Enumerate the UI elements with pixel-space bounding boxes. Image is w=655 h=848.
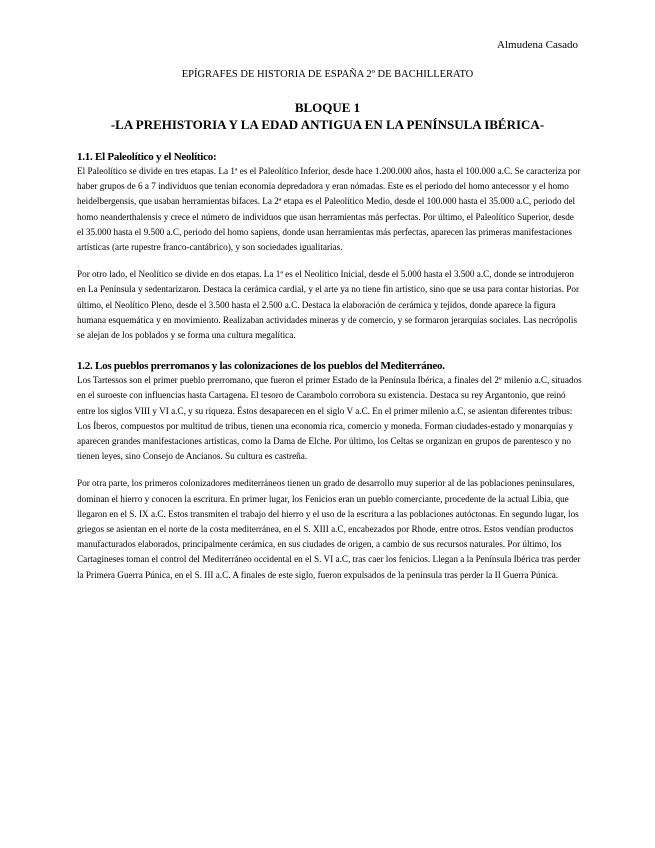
course-title: EPÍGRAFES DE HISTORIA DE ESPAÑA 2º DE BACHILLERATO: [181, 69, 474, 80]
block-heading: [0, 99, 655, 133]
paragraph: Por otra parte, los primeros colonizadores mediterráneos tienen un grado de desarrollo muy superior al de las poblaciones peninsulares, dominan el hierro y conocen la escritura. En primer lugar, los Fenicios eran un pueblo comerciante, procedente de la actual Libia, que llegaron en el S. IX a.C. Estos transmiten el trabajo del hierro y el uso de la escritura a las poblaciones autóctonas. En segundo lugar, los griegos se asientan en el norte de la costa mediterránea, en el S. XIII a.C, encabezados por Rhode, entre otros. Estos vendían productos manufacturados elaborados, principalmente cerámica, en sus ciudades de origen, a cambio de sus recursos naturales. Por último, los Cartagineses toman el control del Mediterráneo occidental en el S. VI a.C, tras caer los fenicios. Llegan a la Península Ibérica tras perder la Primera Guerra Púnica, en el S. III a.C. A finales de este siglo, fueron expulsados de la península tras perder la II Guerra Púnica.: [77, 478, 581, 580]
section-paleolitico-neolitico: [77, 150, 582, 343]
section-heading: 1.2. Los pueblos prerromanos y las colonizaciones de los pueblos del Mediterráneo.: [77, 360, 445, 373]
author-name: Almudena Casado: [497, 39, 578, 51]
block-title: BLOQUE 1: [294, 100, 361, 115]
paragraph: El Paleolítico se divide en tres etapas. La 1ª es el Paleolítico Inferior, desde hace 1.200.000 años, hasta el 100.000 a.C. Se caracteriza por haber grupos de 6 a 7 individuos que tenían economía depredadora y eran nómadas. Este es el periodo del homo antecessor y el homo heidelbergensis, que usaban herramientas bifaces. La 2ª etapa es el Paleolítico Medio, desde el 100.000 hasta el 35.000 a.C, periodo del homo neanderthalensis y crece el número de individuos que usan herramientas más perfectas. Por último, el Paleolítico Superior, desde el 35.000 hasta el 9.500 a.C, periodo del homo sapiens, donde usan herramientas más perfectas, aparecen las primeras manifestaciones artísticas (arte rupestre franco-cantábrico), y son sociedades igualitarias.: [77, 166, 581, 253]
section-heading: 1.1. El Paleolítico y el Neolítico:: [77, 151, 217, 163]
paragraph: Por otro lado, el Neolítico se divide en dos etapas. La 1ª es el Neolítico Inicial, desde el 5.000 hasta el 3.500 a.C, donde se introdujeron en La Península y sedentarizaron. Destaca la cerámica cardial, y el arte ya no tiene fin artístico, sino que se usa para contar historias. Por último, el Neolítico Pleno, desde el 3.500 hasta el 2.500 a.C. Destaca la elaboración de cerámica y tejidos, donde aparece la figura humana esquemática y en movimiento. Realizaban actividades mineras y de comercio, y se formaron jerarquías sociales. Las necrópolis se alejan de los poblados y se forma una cultura megalítica.: [77, 269, 580, 341]
paragraph: Los Tartessos son el primer pueblo prerromano, que fueron el primer Estado de la Península Ibérica, a finales del 2º milenio a.C, situados en el suroeste con influencias hasta Cartagena. El tesoro de Carambolo corrobora su existencia. Destaca su rey Argantonio, que reinó entre los siglos VIII y VI a.C, y su riqueza. Éstos desaparecen en el siglo V a.C. En el primer milenio a.C, se asientan diferentes tribus: Los Íberos, compuestos por multitud de tribus, tienen una economía rica, comercio y moneda. Forman ciudades-estado y monarquías y aparecen grandes manifestaciones artísticas, como la Dama de Elche. Por último, los Celtas se organizan en grupos de parentesco y no tienen leyes, sino Consejo de Ancianos. Su cultura es castreña.: [77, 375, 582, 462]
section-pueblos-prerromanos: [77, 359, 582, 583]
block-subtitle: -LA PREHISTORIA Y LA EDAD ANTIGUA EN LA PENÍNSULA IBÉRICA-: [110, 117, 545, 132]
document-body: [77, 150, 582, 583]
